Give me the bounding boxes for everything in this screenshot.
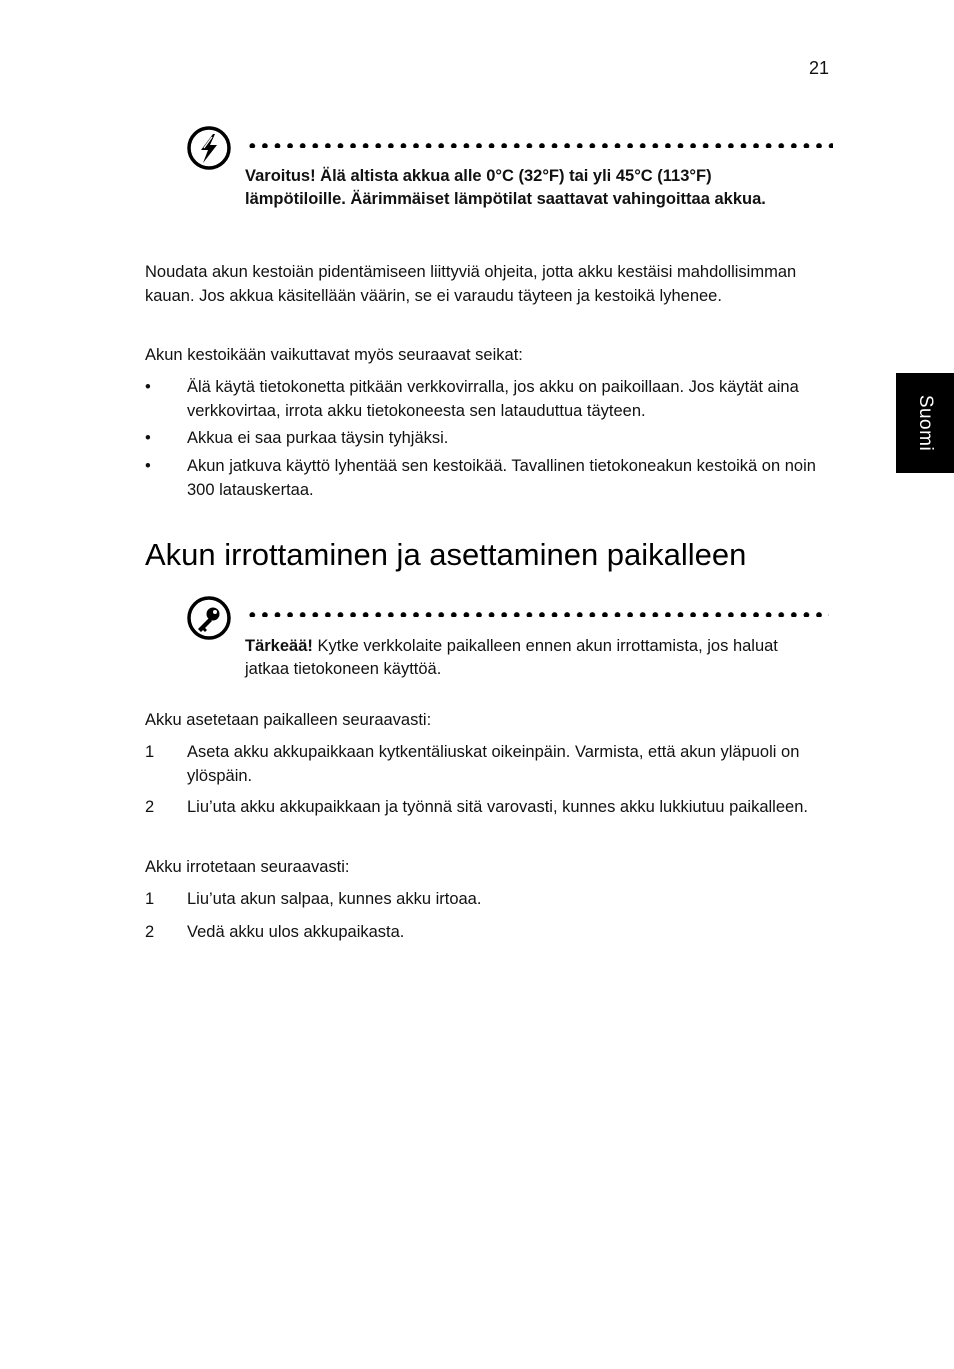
- warning-notice: [186, 125, 836, 235]
- step-number: 1: [145, 890, 155, 908]
- list-item-text: Älä käytä tietokonetta pitkään verkkovirralla, jos akku on paikoillaan. Jos käytät aina verkkovirtaa, irrota akku tietokoneesta sen latauduttua täyteen.: [187, 378, 799, 420]
- list-item: [145, 376, 835, 423]
- list-item-text: Aseta akku akkupaikkaan kytkentäliuskat oikeinpäin. Varmista, että akun yläpuoli on ylöspäin.: [187, 743, 800, 785]
- key-icon: [186, 595, 232, 641]
- language-side-tab: [896, 373, 954, 473]
- important-label: Tärkeää!: [245, 637, 313, 655]
- bullet-marker: •: [145, 457, 151, 475]
- step-number: 1: [145, 743, 155, 761]
- warning-text: Varoitus! Älä altista akkua alle 0°C (32°F) tai yli 45°C (113°F) lämpötiloille. Äärimmäiset lämpötilat saattavat vahingoittaa akkua.: [245, 167, 766, 208]
- section-heading: Akun irrottaminen ja asettaminen paikalleen: [145, 537, 747, 572]
- list-item: [145, 455, 835, 502]
- list-item: [145, 741, 835, 788]
- important-notice: [186, 595, 836, 685]
- language-side-tab-label: Suomi: [915, 394, 936, 452]
- list-item-text: Akun jatkuva käyttö lyhentää sen kestoikää. Tavallinen tietokoneakun kestoikä on noin 300 latauskertaa.: [187, 457, 816, 499]
- step-number: 2: [145, 923, 155, 941]
- intro-paragraph: Noudata akun kestoiän pidentämiseen liittyviä ohjeita, jotta akku kestäisi mahdollisimman kauan. Jos akkua käsitellään väärin, se ei varaudu täyteen ja kestoikä lyhenee.: [145, 263, 797, 305]
- dotted-separator: [246, 143, 833, 148]
- list-item-text: Liu’uta akun salpaa, kunnes akku irtoaa.: [187, 890, 482, 908]
- remove-intro: Akku irrotetaan seuraavasti:: [145, 858, 350, 876]
- dotted-separator: [246, 612, 829, 617]
- lightning-bolt-icon: [186, 125, 232, 171]
- list-item: [145, 796, 835, 820]
- important-body: Kytke verkkolaite paikalleen ennen akun irrottamista, jos haluat jatkaa tietokoneen käyttöä.: [245, 637, 778, 678]
- list-item: [145, 888, 835, 912]
- page-number: 21: [808, 58, 829, 78]
- important-text: [245, 635, 815, 681]
- bullet-marker: •: [145, 429, 151, 447]
- factors-intro: Akun kestoikään vaikuttavat myös seuraavat seikat:: [145, 346, 523, 364]
- bullet-marker: •: [145, 378, 151, 396]
- step-number: 2: [145, 798, 155, 816]
- list-item: [145, 427, 835, 451]
- list-item-text: Liu’uta akku akkupaikkaan ja työnnä sitä varovasti, kunnes akku lukkiutuu paikalleen.: [187, 798, 808, 816]
- list-item-text: Vedä akku ulos akkupaikasta.: [187, 923, 405, 941]
- insert-intro: Akku asetetaan paikalleen seuraavasti:: [145, 711, 432, 729]
- list-item-text: Akkua ei saa purkaa täysin tyhjäksi.: [187, 429, 449, 447]
- list-item: [145, 921, 835, 945]
